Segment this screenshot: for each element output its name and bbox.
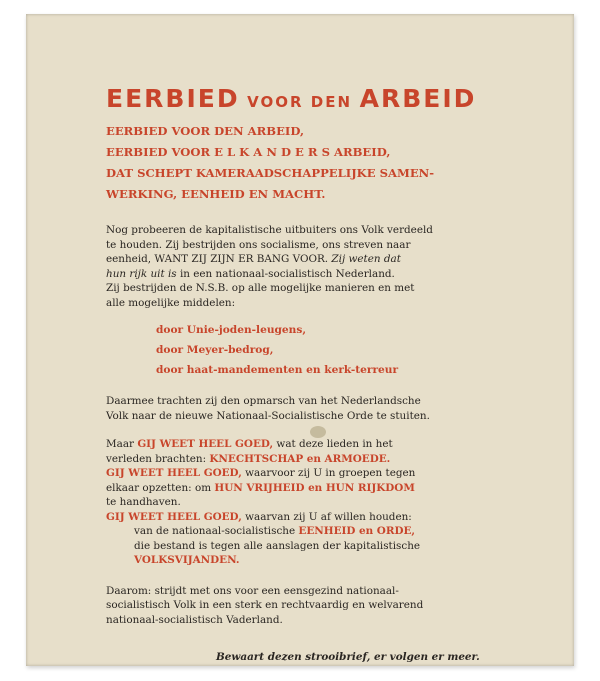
title-word-3: ARBEID [359, 84, 477, 113]
text-line: te handhaven. [106, 496, 181, 508]
text-span: eenheid, WANT ZIJ ZIJN ER BANG VOOR. [106, 253, 332, 265]
text-line: te houden. Zij bestrijden ons socialisme, ons streven naar [106, 238, 411, 251]
text-line: Zij bestrijden de N.S.B. op alle mogelijke manieren en met [106, 282, 415, 294]
text-line [106, 252, 486, 267]
text-line: VOLKSVIJANDEN. [134, 554, 240, 566]
paragraph-2 [106, 394, 486, 423]
text-span: waarvan zij U af willen houden: [241, 510, 412, 523]
red-span: KNECHTSCHAP en ARMOEDE. [209, 452, 391, 465]
text-line: Volk naar de nieuwe Nationaal-Socialistische Orde te stuiten. [106, 409, 430, 422]
leaflet-title [106, 84, 486, 117]
text-line: Daarmee trachten zij den opmarsch van het Nederlandsche [106, 395, 421, 407]
text-span: waarvoor zij U in groepen tegen [241, 467, 416, 479]
text-line: nationaal-socialistisch Vaderland. [106, 613, 283, 626]
text-span: wat deze lieden in het [273, 438, 393, 450]
text-span: in een nationaal-socialistisch Nederland. [176, 267, 395, 280]
leaflet-footer: Bewaart dezen strooibrief, er volgen er meer. [216, 651, 480, 663]
paragraph-1 [106, 223, 486, 310]
paragraph-3 [106, 437, 486, 568]
red-span: GIJ WEET HEEL GOED, [106, 510, 242, 523]
text-line: die bestand is tegen alle aanslagen der kapitalistische [134, 539, 421, 552]
means-list [156, 320, 486, 380]
paragraph-4 [106, 584, 486, 628]
headline-line: EERBIED VOOR DEN ARBEID, [106, 124, 305, 138]
text-span: elkaar opzetten: om [106, 481, 215, 494]
text-line [106, 267, 486, 282]
red-span: EENHEID en ORDE, [298, 525, 416, 537]
text-line: alle mogelijke middelen: [106, 296, 236, 309]
text-span: Maar [106, 438, 138, 450]
leaflet-content [106, 84, 486, 627]
text-span: verleden brachten: [106, 452, 210, 465]
text-line [106, 524, 486, 539]
red-span: GIJ WEET HEEL GOED, [137, 438, 274, 450]
title-word-2: VOOR DEN [247, 93, 353, 111]
italic-span: Zij weten dat [331, 253, 401, 265]
text-line: Nog probeeren de kapitalistische uitbuiters ons Volk verdeeld [106, 224, 433, 236]
red-span: HUN VRIJHEID en HUN RIJKDOM [214, 481, 415, 494]
headline-line: WERKING, EENHEID EN MACHT. [106, 187, 326, 201]
text-line [106, 510, 486, 525]
headline-line: EERBIED VOOR E L K A N D E R S ARBEID, [106, 145, 391, 159]
italic-span: hun rijk uit is [106, 267, 177, 280]
text-line [106, 452, 486, 467]
headline-line: DAT SCHEPT KAMERAADSCHAPPELIJKE SAMEN- [106, 166, 435, 180]
list-item: door Unie-joden-leugens, [156, 324, 307, 336]
text-span: van de nationaal-socialistische [134, 525, 299, 537]
text-line: socialistisch Volk in een sterk en rechtvaardig en welvarend [106, 599, 424, 611]
title-word-1: EERBIED [106, 84, 240, 113]
text-line [106, 437, 486, 452]
red-span: GIJ WEET HEEL GOED, [106, 467, 242, 479]
headline-block [106, 121, 486, 205]
text-line: Daarom: strijdt met ons voor een eensgezind nationaal- [106, 584, 399, 597]
list-item: door Meyer-bedrog, [156, 344, 274, 356]
list-item: door haat-mandementen en kerk-terreur [156, 364, 399, 376]
text-line [106, 481, 486, 496]
text-line [106, 466, 486, 481]
